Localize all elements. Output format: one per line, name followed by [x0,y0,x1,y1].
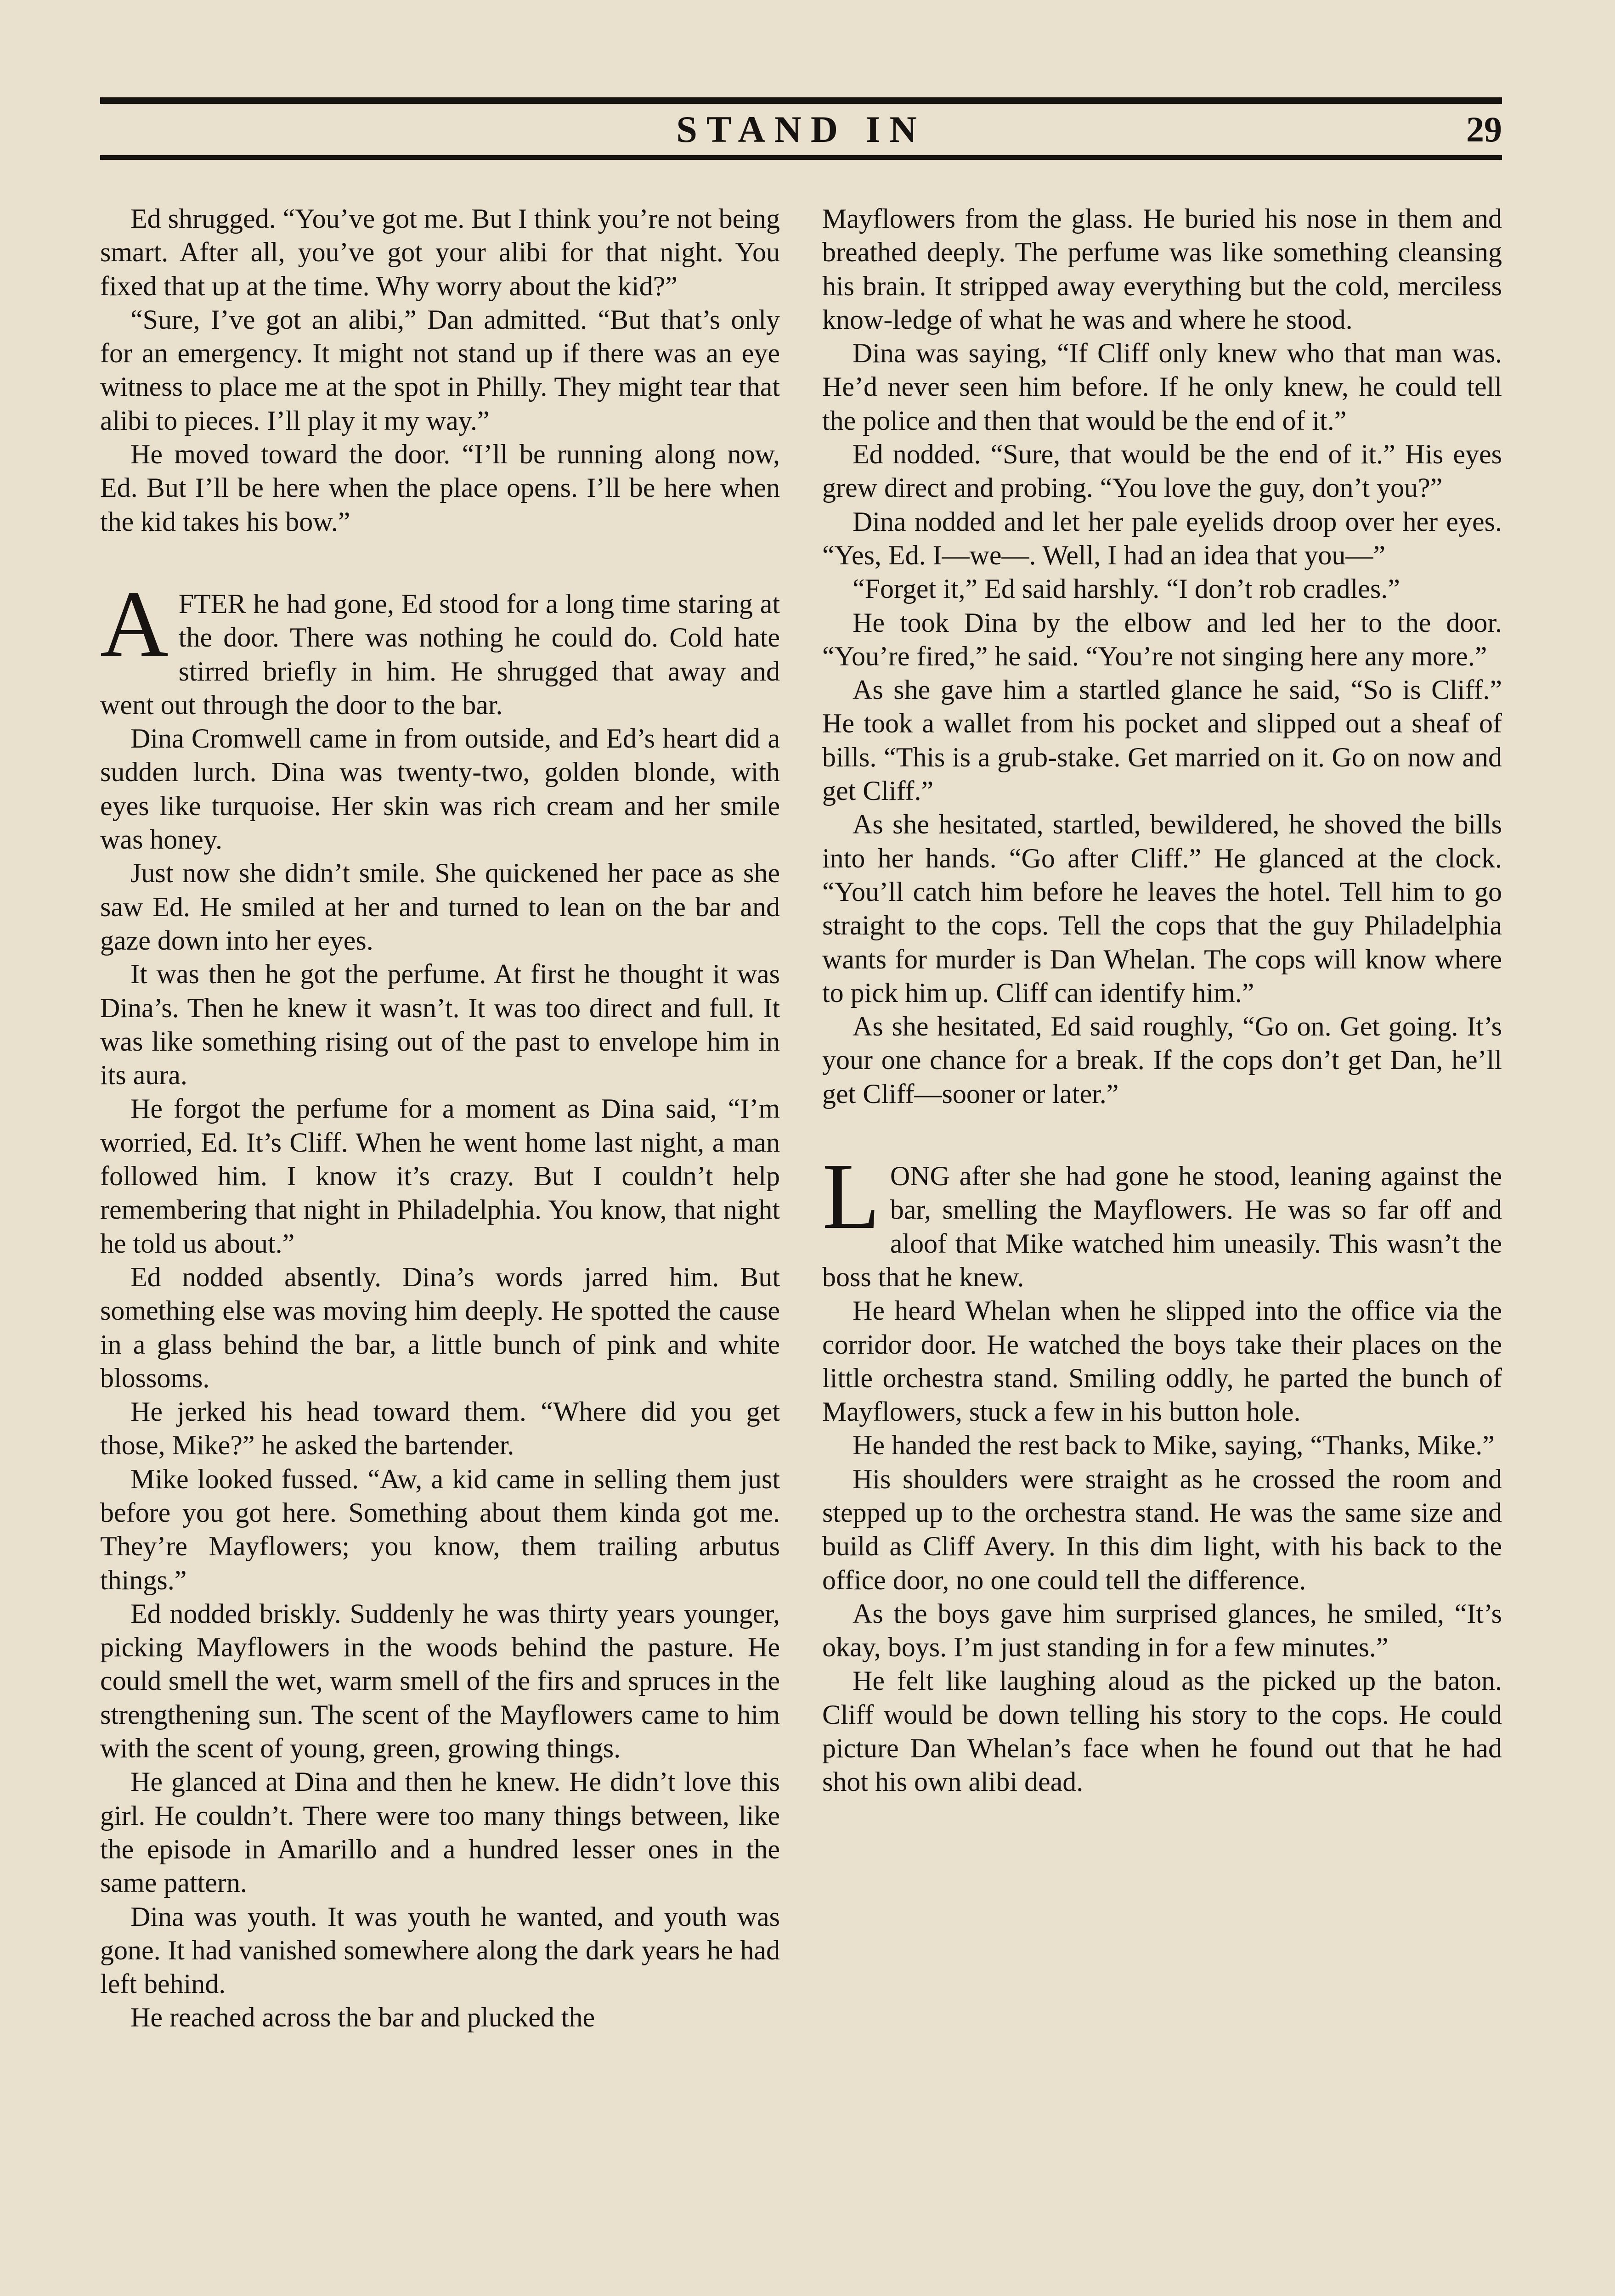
paragraph-text: He reached across the bar and plucked the [130,2002,595,2033]
paragraph [100,438,780,539]
paragraph-text: He felt like laughing aloud as the picked up the baton. Cliff would be down telling his story to the cops. He could picture Dan Whelan’s face when he found out that he had shot his own alibi dead. [822,1666,1502,1797]
paragraph [822,572,1502,606]
paragraph [822,202,1502,337]
paragraph [100,1597,780,1765]
paragraph [822,337,1502,438]
paragraph [822,505,1502,573]
paragraph [100,722,780,856]
paragraph-text: As she gave him a startled glance he said, “So is Cliff.” He took a wallet from his pocket and slipped out a sheaf of bills. “This is a grub-stake. Get married on it. Go on now and get Cliff.” [822,675,1502,806]
header-rule-bottom [100,155,1502,160]
paragraph [822,1294,1502,1429]
paragraph [100,1765,780,1900]
paragraph [100,303,780,438]
paragraph-text: Dina was saying, “If Cliff only knew who that man was. He’d never seen him before. If he only knew, he could tell the police and then that would be the end of it.” [822,338,1502,436]
paragraph-text: He jerked his head toward them. “Where did you get those, Mike?” he asked the bartender. [100,1396,780,1461]
paragraph [100,2001,780,2034]
paragraph-text: Ed nodded absently. Dina’s words jarred him. But something else was moving him deeply. He spotted the cause in a glass behind the bar, a little bunch of pink and white blossoms. [100,1261,780,1393]
paragraph [822,1664,1502,1799]
paragraph [100,856,780,957]
paragraph [822,1463,1502,1597]
drop-cap: A [100,571,169,676]
paragraph-text: As she hesitated, startled, bewildered, he shoved the bills into her hands. “Go after Cliff.” He glanced at the clock. “You’ll catch him before he leaves the hotel. Tell him to go straight to the cops. Tell the cops that the guy Philadelphia wants for murder is Dan Whelan. The cops will know where to pick him up. Cliff can identify him.” [822,809,1502,1008]
paragraph [100,1395,780,1463]
paragraph-text: Dina Cromwell came in from outside, and Ed’s heart did a sudden lurch. Dina was twenty-two, golden blonde, with eyes like turquoise. Her skin was rich cream and her smile was honey. [100,723,780,855]
paragraph [822,808,1502,1010]
paragraph-text: Ed nodded. “Sure, that would be the end of it.” His eyes grew direct and probing. “You love the guy, don’t you?” [822,439,1502,503]
header-rule-top [100,97,1502,104]
drop-cap: L [822,1143,880,1249]
paragraph [100,1261,780,1395]
paragraph [100,1463,780,1597]
paragraph-text: His shoulders were straight as he crossed the room and stepped up to the orchestra stand. He was the same size and build as Cliff Avery. In this dim light, with his back to the office door, no one could tell the difference. [822,1463,1502,1595]
paragraph-text: He forgot the perfume for a moment as Dina said, “I’m worried, Ed. It’s Cliff. When he went home last night, a man followed him. I know it’s crazy. But I couldn’t help remembering that night in Philadelphia. You know, that night he told us about.” [100,1093,780,1259]
paragraph [100,957,780,1092]
page-number: 29 [1466,109,1502,149]
paragraph [822,1429,1502,1462]
paragraph-text: Mayflowers from the glass. He buried his nose in them and breathed deeply. The perfume was like something cleansing his brain. It stripped away everything but the cold, merciless know-ledge of what he was and where he stood. [822,203,1502,335]
paragraph [100,202,780,303]
paragraph-text: He glanced at Dina and then he knew. He didn’t love this girl. He couldn’t. There were too many things between, like the episode in Amarillo and a hundred lesser ones in the same pattern. [100,1767,780,1898]
paragraph-text: ONG after she had gone he stood, leaning against the bar, smelling the Mayflowers. He was so far off and aloof that Mike watched him uneasily. This wasn’t the boss that he knew. [822,1161,1502,1292]
paragraph [822,438,1502,505]
paragraph [100,1092,780,1260]
paragraph-text: Just now she didn’t smile. She quickened her pace as she saw Ed. He smiled at her and turned to lean on the bar and gaze down into her eyes. [100,858,780,956]
paragraph [822,1143,1502,1294]
paragraph-text: “Sure, I’ve got an alibi,” Dan admitted. “But that’s only for an emergency. It might not stand up if there was an eye witness to place me at the spot in Philly. They might tear that alibi to pieces. I’ll play it my way.” [100,304,780,436]
paragraph [822,1597,1502,1665]
text-column-left [100,202,780,2035]
paragraph-text: Dina was youth. It was youth he wanted, and youth was gone. It had vanished somewhere along the dark years he had left behind. [100,1901,780,1999]
paragraph-text: As she hesitated, Ed said roughly, “Go on. Get going. It’s your one chance for a break. If the cops don’t get Dan, he’ll get Cliff—sooner or later.” [822,1011,1502,1109]
text-column-right [822,202,1502,1799]
paragraph-text: Dina nodded and let her pale eyelids droop over her eyes. “Yes, Ed. I—we—. Well, I had an idea that you—” [822,506,1502,570]
paragraph-text: Mike looked fussed. “Aw, a kid came in selling them just before you got here. Something about them kinda got me. They’re Mayflowers; you know, them trailing arbutus things.” [100,1463,780,1595]
paragraph-text: “Forget it,” Ed said harshly. “I don’t rob cradles.” [853,574,1400,604]
paragraph-text: He moved toward the door. “I’ll be running along now, Ed. But I’ll be here when the place opens. I’ll be here when the kid takes his bow.” [100,439,780,537]
paragraph [100,571,780,722]
paragraph-text: He handed the rest back to Mike, saying, “Thanks, Mike.” [853,1430,1495,1461]
paragraph-text: Ed nodded briskly. Suddenly he was thirty years younger, picking Mayflowers in the woods behind the pasture. He could smell the wet, warm smell of the firs and spruces in the strengthening sun. The scent of the Mayflowers came to him with the scent of young, green, growing things. [100,1598,780,1764]
running-title: STAND IN [676,108,926,150]
paragraph-text: It was then he got the perfume. At first he thought it was Dina’s. Then he knew it wasn’t. It was too direct and full. It was like something rising out of the past to envelope him in its aura. [100,959,780,1091]
paragraph-text: As the boys gave him surprised glances, he smiled, “It’s okay, boys. I’m just standing in for a few minutes.” [822,1598,1502,1663]
paragraph [100,1900,780,2001]
paragraph [822,673,1502,808]
paragraph [822,1010,1502,1111]
paragraph-text: Ed shrugged. “You’ve got me. But I think you’re not being smart. After all, you’ve got your alibi for that night. You fixed that up at the time. Why worry about the kid?” [100,203,780,301]
paragraph-text: FTER he had gone, Ed stood for a long time staring at the door. There was nothing he could do. Cold hate stirred briefly in him. He shrugged that away and went out through the door to the bar. [100,588,780,720]
paragraph-text: He took Dina by the elbow and led her to the door. “You’re fired,” he said. “You’re not singing here any more.” [822,607,1502,671]
paragraph [822,606,1502,674]
paragraph-text: He heard Whelan when he slipped into the office via the corridor door. He watched the boys take their places on the little orchestra stand. Smiling oddly, he parted the bunch of Mayflowers, stuck a few in his button hole. [822,1295,1502,1427]
